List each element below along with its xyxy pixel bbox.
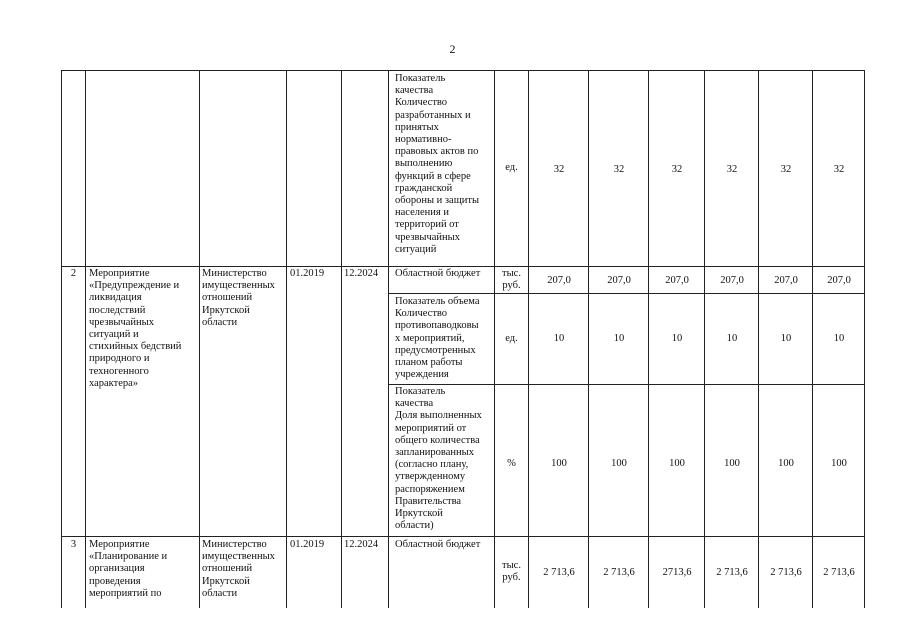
- value-cell: 32: [553, 164, 565, 175]
- value-cell: 100: [551, 458, 567, 469]
- executor: Министерство имущественных отношений Иркутской области: [202, 268, 275, 328]
- value-cell: 2713,6: [662, 567, 692, 578]
- value-cell: 32: [833, 164, 845, 175]
- value-cell: 100: [831, 458, 847, 469]
- value-cell: 207,0: [774, 275, 798, 286]
- row-number: 3: [70, 539, 77, 550]
- value-cell: 207,0: [547, 275, 571, 286]
- program-table: [61, 70, 865, 608]
- value-cell: 10: [553, 333, 565, 344]
- page-number: 2: [449, 42, 456, 56]
- value-cell: 32: [780, 164, 792, 175]
- value-cell: 2 713,6: [603, 567, 635, 578]
- value-cell: 100: [724, 458, 740, 469]
- event-name: Мероприятие «Планирование и организация проведения мероприятий по: [89, 539, 168, 599]
- unit-cell: тыс. руб.: [502, 560, 521, 584]
- value-cell: 2 713,6: [823, 567, 855, 578]
- end-date: 12.2024: [344, 268, 379, 279]
- value-cell: 100: [669, 458, 685, 469]
- value-cell: 10: [780, 333, 792, 344]
- value-cell: 207,0: [665, 275, 689, 286]
- indicator-regional-budget: Областной бюджет: [395, 539, 481, 550]
- value-cell: 32: [726, 164, 738, 175]
- value-cell: 10: [833, 333, 845, 344]
- row-number: 2: [70, 268, 77, 279]
- unit-cell: ед.: [505, 333, 518, 344]
- unit-cell: %: [507, 458, 516, 469]
- value-cell: 32: [671, 164, 683, 175]
- indicator-flood-measures: Показатель объема Количество противопаводковы х мероприятий, предусмотренных планом работы учреждения: [395, 296, 480, 381]
- indicator-regional-budget: Областной бюджет: [395, 268, 481, 279]
- value-cell: 2 713,6: [543, 567, 575, 578]
- value-cell: 207,0: [827, 275, 851, 286]
- value-cell: 207,0: [607, 275, 631, 286]
- value-cell: 10: [671, 333, 683, 344]
- start-date: 01.2019: [290, 539, 325, 550]
- value-cell: 2 713,6: [770, 567, 802, 578]
- unit-cell: тыс. руб.: [502, 268, 521, 292]
- value-cell: 207,0: [720, 275, 744, 286]
- value-cell: 2 713,6: [716, 567, 748, 578]
- unit-cell: ед.: [505, 162, 518, 173]
- value-cell: 100: [611, 458, 627, 469]
- value-cell: 32: [613, 164, 625, 175]
- indicator-quality-acts: Показатель качества Количество разработанных и принятых нормативно- правовых актов по выполнению функций в сфере гражданской обороны и защиты населения и территорий от чрезвычайных ситуаций: [395, 73, 480, 255]
- event-name: Мероприятие «Предупреждение и ликвидация последствий чрезвычайных ситуаций и стихийных бедствий природного и техногенного характера»: [89, 268, 182, 389]
- executor: Министерство имущественных отношений Иркутской области: [202, 539, 275, 599]
- indicator-share-completed: Показатель качества Доля выполненных мероприятий от общего количества запланированных (согласно плану, утвержденному распоряжением Правительства Иркутской области): [395, 386, 482, 532]
- end-date: 12.2024: [344, 539, 379, 550]
- start-date: 01.2019: [290, 268, 325, 279]
- value-cell: 10: [613, 333, 625, 344]
- value-cell: 10: [726, 333, 738, 344]
- value-cell: 100: [778, 458, 794, 469]
